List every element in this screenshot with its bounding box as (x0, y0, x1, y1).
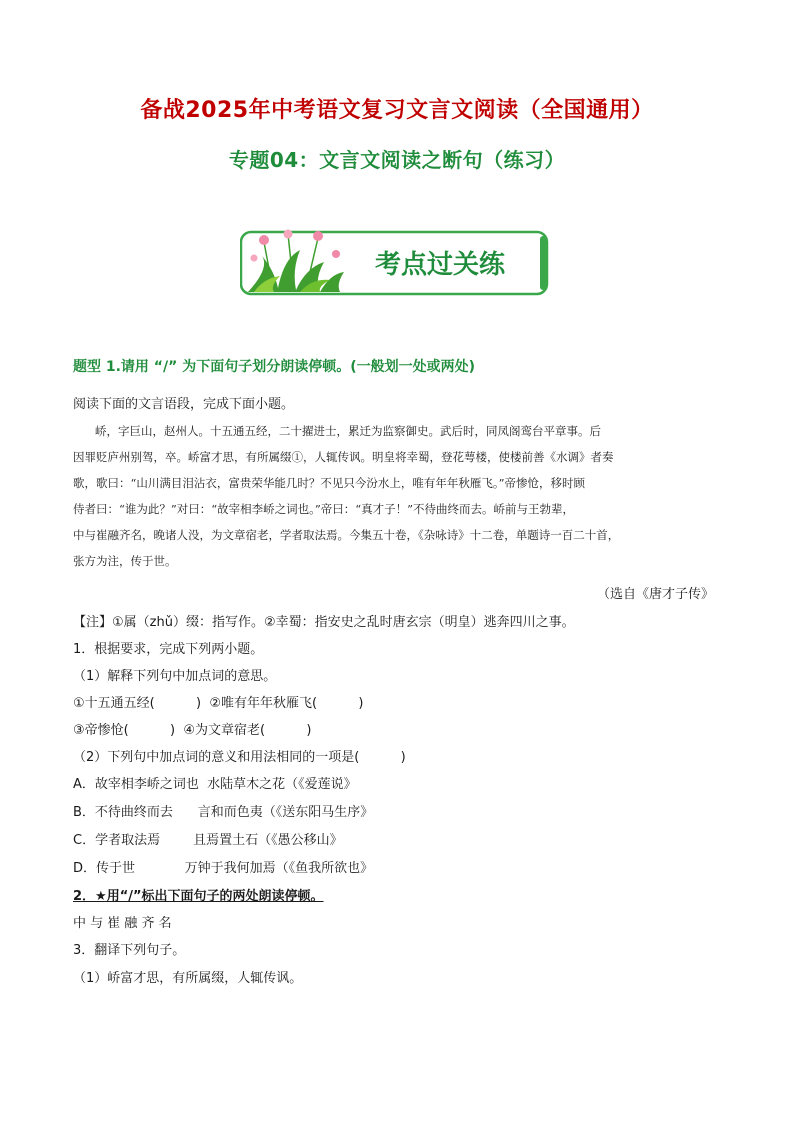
passage-line: 峤，字巨山，赵州人。十五通五经，二十擢进士，累迁为监察御史。武后时，同凤阁鸾台平章事。后 (95, 424, 601, 438)
question-type-title: 题型 1.请用 “/” 为下面句子划分朗读停顿。(一般划一处或两处) (73, 359, 475, 375)
passage-line: 因罪贬庐州别驾，卒。峤富才思，有所属缀①，人辄传讽。明皇将幸蜀，登花萼楼，使楼前善《水调》者奏 (73, 450, 614, 464)
option-a: A．故宰相李峤之词也 水陆草木之花（《爱莲说》 (73, 777, 357, 792)
question-3-1: （1）峤富才思，有所属缀，人辄传讽。 (73, 971, 303, 986)
passage-line: 侍者曰：“谁为此？”对曰：“故宰相李峤之词也。”帝曰：“真才子！”不待曲终而去。峤前与王勃辈， (73, 502, 575, 516)
document-title: 备战2025年中考语文复习文言文阅读（全国通用） (140, 98, 654, 123)
intro-text: 阅读下面的文言语段，完成下面小题。 (73, 397, 295, 412)
question-1-2: （2）下列句中加点词的意义和用法相同的一项是( ) (73, 750, 406, 765)
banner-label: 考点过关练 (374, 250, 506, 280)
question-1-1-items-b: ③帝惨怆( ) ④为文章宿老( ) (73, 723, 312, 738)
question-1: 1．根据要求，完成下列两小题。 (73, 642, 264, 657)
passage-line: 张方为注，传于世。 (73, 554, 177, 568)
question-2: 2．★用“/”标出下面句子的两处朗读停顿。 (73, 889, 324, 904)
question-1-1: （1）解释下列句中加点词的意思。 (73, 669, 277, 684)
annotation-note: 【注】①属（zhǔ）缀：指写作。②幸蜀：指安史之乱时唐玄宗（明皇）逃奔四川之事。 (73, 615, 575, 630)
passage-source: （选自《唐才子传》 (596, 587, 714, 602)
question-3: 3．翻译下列句子。 (73, 943, 186, 958)
passage-line: 歌，歌曰：“山川满目泪沾衣，富贵荣华能几时？不见只今汾水上，唯有年年秋雁飞。”帝惨怆，移时顾 (73, 476, 586, 490)
document-subtitle: 专题04：文言文阅读之断句（练习） (228, 148, 566, 172)
passage-line: 中与崔融齐名，晚诸人没，为文章宿老，学者取法焉。今集五十卷，《杂咏诗》十二卷，单题诗一百二十首， (73, 528, 620, 542)
question-2-sentence: 中 与 崔 融 齐 名 (73, 916, 172, 931)
question-1-1-items-a: ①十五通五经( ) ②唯有年年秋雁飞( ) (73, 696, 364, 711)
option-d: D．传于世 万钟于我何加焉（《鱼我所欲也》 (73, 861, 374, 876)
option-b: B．不待曲终而去 言和而色夷（《送东阳马生序》 (73, 805, 374, 820)
section-banner (240, 228, 550, 298)
option-c: C．学者取法焉 且焉置土石（《愚公移山》 (73, 833, 343, 848)
